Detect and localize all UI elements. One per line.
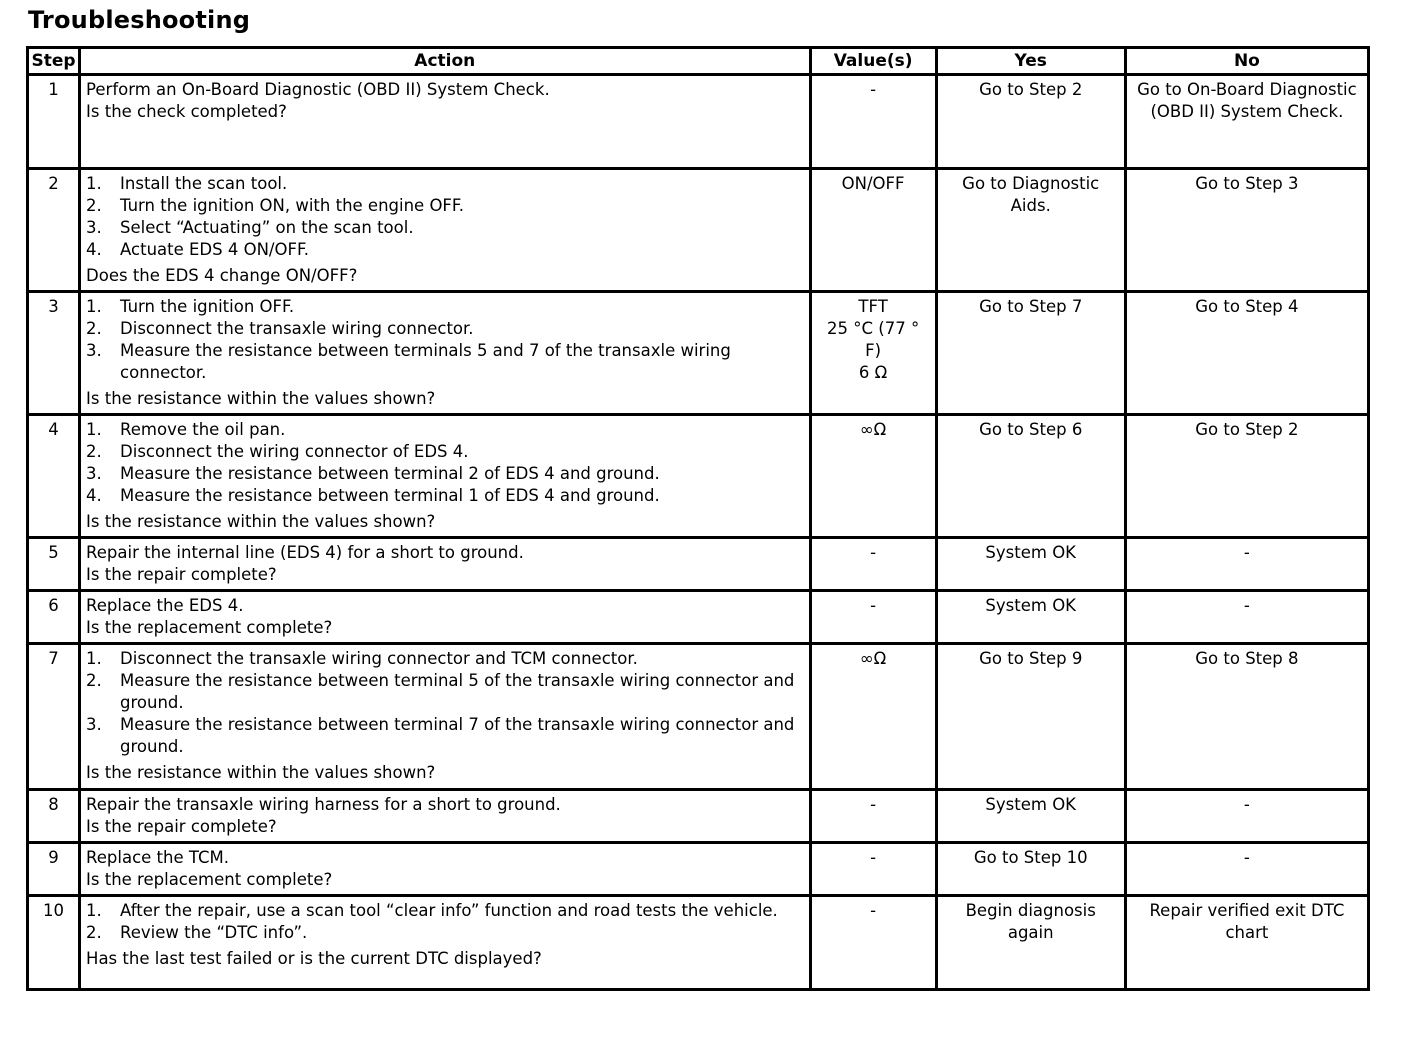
no-result: Go to Step 3 bbox=[1125, 169, 1368, 292]
action-item-number: 1. bbox=[86, 420, 102, 439]
action-item-text: Remove the oil pan. bbox=[120, 420, 286, 439]
action-cell bbox=[80, 790, 811, 843]
action-text: Is the replacement complete? bbox=[86, 870, 333, 889]
action-cell bbox=[80, 292, 811, 415]
action-item-number: 1. bbox=[86, 174, 102, 193]
header-step: Step bbox=[28, 48, 80, 75]
step-number: 1 bbox=[28, 75, 80, 169]
value-text: - bbox=[870, 80, 877, 99]
table-row bbox=[28, 415, 1369, 538]
action-text: Is the repair complete? bbox=[86, 817, 277, 836]
action-question: Has the last test failed or is the current DTC displayed? bbox=[86, 949, 542, 968]
action-list bbox=[86, 419, 804, 507]
table-row bbox=[28, 843, 1369, 896]
no-result: Go to Step 4 bbox=[1125, 292, 1368, 415]
action-item-number: 3. bbox=[86, 341, 102, 360]
step-number: 7 bbox=[28, 644, 80, 790]
no-result: - bbox=[1125, 843, 1368, 896]
table-row bbox=[28, 790, 1369, 843]
action-item-number: 2. bbox=[86, 671, 102, 690]
action-list bbox=[86, 173, 804, 261]
step-number: 10 bbox=[28, 896, 80, 990]
action-item-text: Measure the resistance between terminal 2 of EDS 4 and ground. bbox=[120, 464, 660, 483]
action-item bbox=[86, 419, 804, 441]
yes-result: Go to Step 7 bbox=[936, 292, 1125, 415]
values-cell bbox=[810, 169, 936, 292]
step-number: 3 bbox=[28, 292, 80, 415]
action-item-text: Turn the ignition ON, with the engine OFF. bbox=[120, 196, 465, 215]
no-result: - bbox=[1125, 591, 1368, 644]
no-result: - bbox=[1125, 538, 1368, 591]
action-item-text: Disconnect the transaxle wiring connector. bbox=[120, 319, 474, 338]
action-item-text: Measure the resistance between terminal 7 of the transaxle wiring connector and ground. bbox=[120, 715, 795, 756]
action-cell bbox=[80, 843, 811, 896]
value-text: - bbox=[870, 543, 877, 562]
action-item bbox=[86, 173, 804, 195]
value-text: ∞Ω bbox=[859, 420, 887, 439]
no-result: - bbox=[1125, 790, 1368, 843]
value-text: 25 °C (77 ° F) bbox=[827, 319, 920, 360]
yes-result: System OK bbox=[936, 591, 1125, 644]
step-number: 8 bbox=[28, 790, 80, 843]
action-item bbox=[86, 195, 804, 217]
action-cell bbox=[80, 538, 811, 591]
action-list bbox=[86, 900, 804, 944]
table-row bbox=[28, 896, 1369, 990]
table-row bbox=[28, 538, 1369, 591]
action-item-text: Turn the ignition OFF. bbox=[120, 297, 295, 316]
action-item-text: Measure the resistance between terminals 5 and 7 of the transaxle wiring connector. bbox=[120, 341, 731, 382]
value-text: - bbox=[870, 901, 877, 920]
action-item-number: 2. bbox=[86, 923, 102, 942]
values-cell bbox=[810, 896, 936, 990]
table-row bbox=[28, 169, 1369, 292]
action-item bbox=[86, 922, 804, 944]
header-values: Value(s) bbox=[810, 48, 936, 75]
action-item bbox=[86, 340, 804, 384]
action-text: Replace the TCM. bbox=[86, 848, 229, 867]
action-question: Is the resistance within the values shown? bbox=[86, 512, 436, 531]
value-text: - bbox=[870, 795, 877, 814]
header-action: Action bbox=[80, 48, 811, 75]
yes-result: Go to Step 9 bbox=[936, 644, 1125, 790]
step-number: 4 bbox=[28, 415, 80, 538]
yes-result: Begin diagnosis again bbox=[936, 896, 1125, 990]
troubleshooting-table bbox=[26, 46, 1370, 991]
table-body bbox=[28, 75, 1369, 990]
step-number: 6 bbox=[28, 591, 80, 644]
yes-result: Go to Step 2 bbox=[936, 75, 1125, 169]
no-result: Go to Step 8 bbox=[1125, 644, 1368, 790]
action-item-number: 1. bbox=[86, 297, 102, 316]
action-cell bbox=[80, 591, 811, 644]
action-item bbox=[86, 485, 804, 507]
step-number: 5 bbox=[28, 538, 80, 591]
action-item-number: 2. bbox=[86, 442, 102, 461]
action-item-number: 4. bbox=[86, 486, 102, 505]
action-text: Replace the EDS 4. bbox=[86, 596, 244, 615]
step-number: 2 bbox=[28, 169, 80, 292]
action-item bbox=[86, 217, 804, 239]
action-item-text: Disconnect the transaxle wiring connector and TCM connector. bbox=[120, 649, 638, 668]
table-row bbox=[28, 644, 1369, 790]
action-item bbox=[86, 318, 804, 340]
yes-result: System OK bbox=[936, 790, 1125, 843]
page-title: Troubleshooting bbox=[28, 6, 251, 34]
action-item-number: 2. bbox=[86, 196, 102, 215]
action-item bbox=[86, 670, 804, 714]
yes-result: Go to Step 6 bbox=[936, 415, 1125, 538]
action-cell bbox=[80, 75, 811, 169]
values-cell bbox=[810, 75, 936, 169]
table-row bbox=[28, 75, 1369, 169]
action-item-number: 1. bbox=[86, 649, 102, 668]
values-cell bbox=[810, 292, 936, 415]
values-cell bbox=[810, 415, 936, 538]
action-item-text: Install the scan tool. bbox=[120, 174, 288, 193]
step-number: 9 bbox=[28, 843, 80, 896]
action-item bbox=[86, 296, 804, 318]
action-item-text: After the repair, use a scan tool “clear info” function and road tests the vehicle. bbox=[120, 901, 778, 920]
action-cell bbox=[80, 896, 811, 990]
action-item-text: Disconnect the wiring connector of EDS 4. bbox=[120, 442, 469, 461]
value-text: ON/OFF bbox=[841, 174, 905, 193]
values-cell bbox=[810, 644, 936, 790]
no-result: Repair verified exit DTC chart bbox=[1125, 896, 1368, 990]
action-item bbox=[86, 900, 804, 922]
action-item bbox=[86, 648, 804, 670]
action-cell bbox=[80, 169, 811, 292]
value-text: ∞Ω bbox=[859, 649, 887, 668]
action-item-text: Review the “DTC info”. bbox=[120, 923, 308, 942]
yes-result: System OK bbox=[936, 538, 1125, 591]
action-text: Repair the transaxle wiring harness for a short to ground. bbox=[86, 795, 561, 814]
no-result: Go to Step 2 bbox=[1125, 415, 1368, 538]
action-item bbox=[86, 463, 804, 485]
action-text: Is the check completed? bbox=[86, 102, 287, 121]
value-text: - bbox=[870, 596, 877, 615]
action-item-text: Measure the resistance between terminal 1 of EDS 4 and ground. bbox=[120, 486, 660, 505]
action-text: Perform an On-Board Diagnostic (OBD II) System Check. bbox=[86, 80, 550, 99]
action-item-text: Select “Actuating” on the scan tool. bbox=[120, 218, 414, 237]
header-yes: Yes bbox=[936, 48, 1125, 75]
action-item-number: 3. bbox=[86, 715, 102, 734]
action-item bbox=[86, 714, 804, 758]
action-item-number: 4. bbox=[86, 240, 102, 259]
action-item-number: 1. bbox=[86, 901, 102, 920]
yes-result: Go to Step 10 bbox=[936, 843, 1125, 896]
values-cell bbox=[810, 591, 936, 644]
action-text: Is the repair complete? bbox=[86, 565, 277, 584]
value-text: TFT bbox=[858, 297, 888, 316]
value-text: - bbox=[870, 848, 877, 867]
action-item-number: 3. bbox=[86, 218, 102, 237]
no-result: Go to On-Board Diagnostic (OBD II) System Check. bbox=[1125, 75, 1368, 169]
values-cell bbox=[810, 538, 936, 591]
header-row bbox=[28, 48, 1369, 75]
action-cell bbox=[80, 415, 811, 538]
action-text: Repair the internal line (EDS 4) for a short to ground. bbox=[86, 543, 524, 562]
table-row bbox=[28, 591, 1369, 644]
action-item bbox=[86, 239, 804, 261]
values-cell bbox=[810, 790, 936, 843]
action-cell bbox=[80, 644, 811, 790]
yes-result: Go to Diagnostic Aids. bbox=[936, 169, 1125, 292]
value-text: 6 Ω bbox=[858, 363, 888, 382]
action-text: Is the replacement complete? bbox=[86, 618, 333, 637]
action-question: Is the resistance within the values shown? bbox=[86, 763, 436, 782]
action-list bbox=[86, 296, 804, 384]
header-no: No bbox=[1125, 48, 1368, 75]
action-question: Does the EDS 4 change ON/OFF? bbox=[86, 266, 358, 285]
action-item-number: 3. bbox=[86, 464, 102, 483]
values-cell bbox=[810, 843, 936, 896]
action-item-text: Actuate EDS 4 ON/OFF. bbox=[120, 240, 310, 259]
action-list bbox=[86, 648, 804, 758]
action-item-number: 2. bbox=[86, 319, 102, 338]
table-row bbox=[28, 292, 1369, 415]
action-question: Is the resistance within the values shown? bbox=[86, 389, 436, 408]
action-item-text: Measure the resistance between terminal 5 of the transaxle wiring connector and ground. bbox=[120, 671, 795, 712]
action-item bbox=[86, 441, 804, 463]
